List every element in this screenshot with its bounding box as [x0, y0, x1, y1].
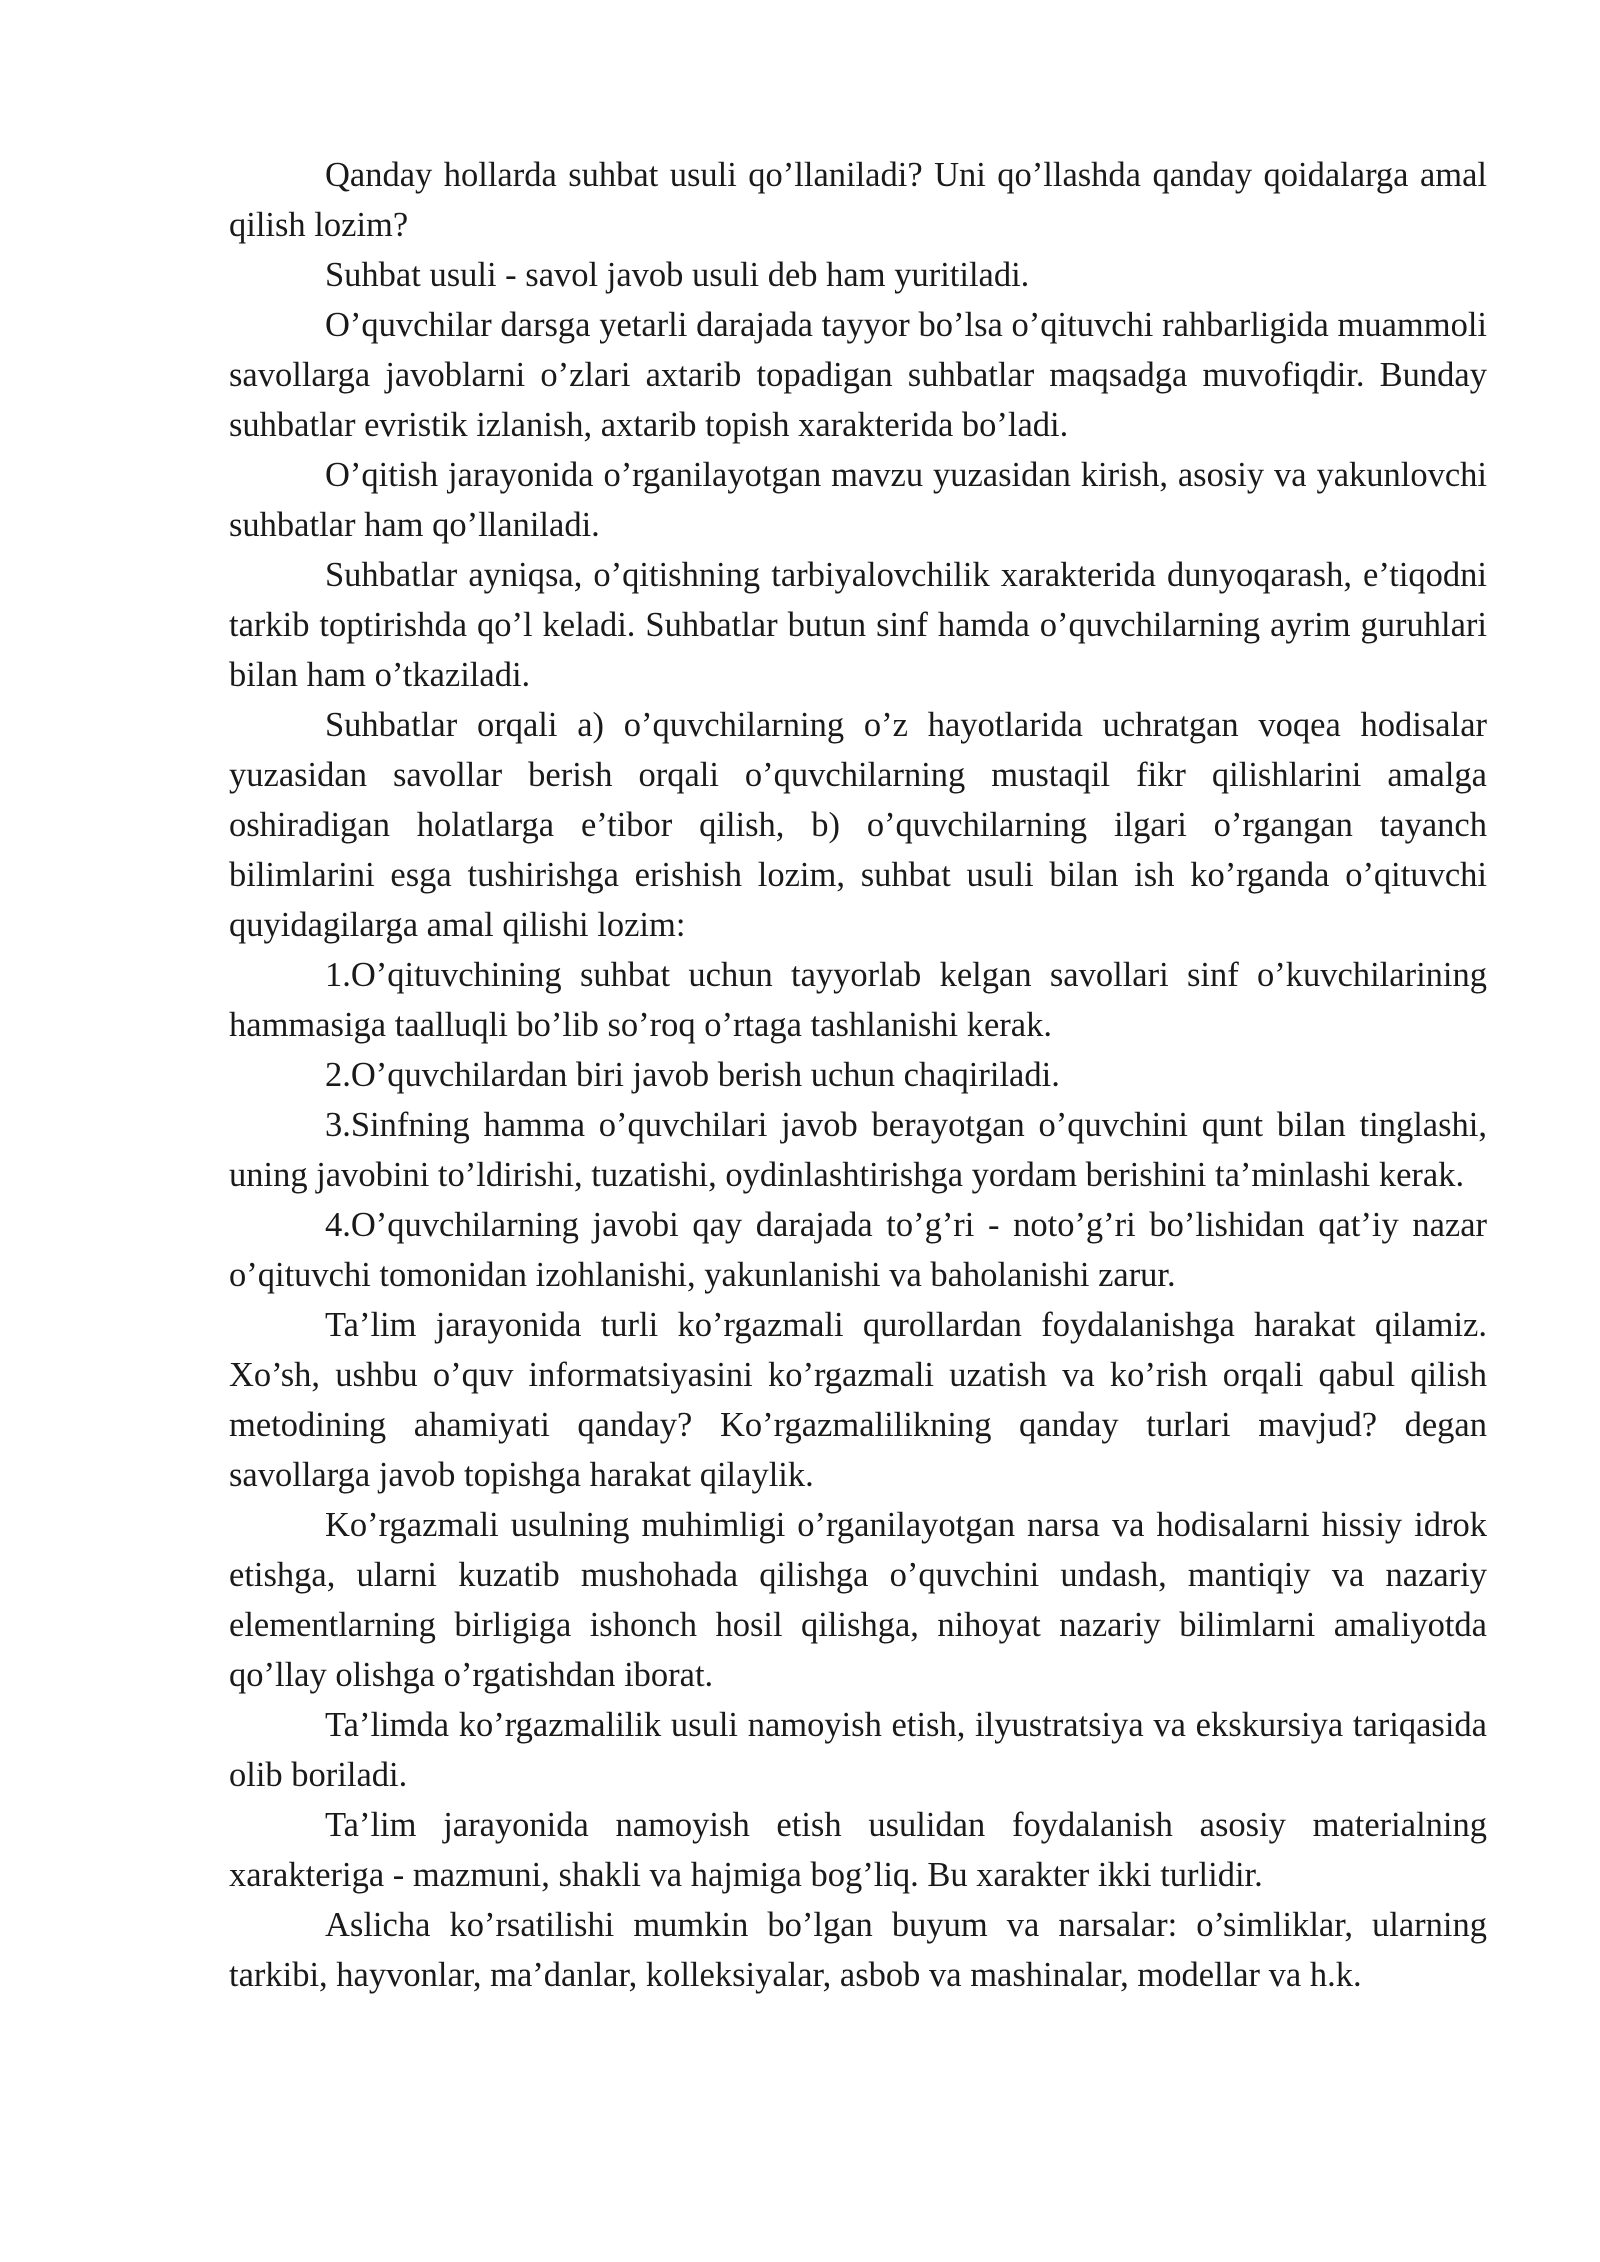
list-item-2: 2.O’quvchilardan biri javob berish uchun chaqiriladi.: [325, 1056, 1060, 1094]
paragraph-definition: Suhbat usuli - savol javob usuli deb ham yuritiladi.: [325, 256, 1030, 294]
document-page: [229, 150, 1487, 2000]
paragraph-rules-intro: Suhbatlar orqali a) o’quvchilarning o’z hayotlarida uchratgan voqea hodisalar yuzasidan savollar berish orqali o’quvchilarning mustaqil fikr qilishlarini amalga oshiradigan holatlarga e’tibor qilish, b) o’quvchilarning ilgari o’rgangan tayanch bilimlarini esga tushirishga erishish lozim, suhbat usuli bilan ish ko’rganda o’qituvchi quyidagilarga amal qilishi lozim:: [229, 706, 1487, 944]
paragraph-problem-questions: O’quvchilar darsga yetarli darajada tayyor bo’lsa o’qituvchi rahbarligida muammoli savollarga javoblarni o’zlari axtarib topadigan suhbatlar maqsadga muvofiqdir. Bunday suhbatlar evristik izlanish, axtarib topish xarakterida bo’ladi.: [229, 306, 1487, 444]
paragraph-visual-aids: Ta’lim jarayonida turli ko’rgazmali qurollardan foydalanishga harakat qilamiz. Xo’sh, ushbu o’quv informatsiyasini ko’rgazmali uzatish va ko’rish orqali qabul qilish metodining ahamiyati qanday? Ko’rgazmalilikning qanday turlari mavjud? degan savollarga javob topishga harakat qilaylik.: [229, 1306, 1487, 1494]
paragraph-visual-forms: Ta’limda ko’rgazmalilik usuli namoyish etish, ilyustratsiya va ekskursiya tariqasida olib boriladi.: [229, 1706, 1487, 1794]
paragraph-demonstration: Ta’lim jarayonida namoyish etish usulidan foydalanish asosiy materialning xarakteriga - mazmuni, shakli va hajmiga bog’liq. Bu xarakter ikki turlidir.: [229, 1806, 1487, 1894]
list-item-3: 3.Sinfning hamma o’quvchilari javob berayotgan o’quvchini qunt bilan tinglashi, uning javobini to’ldirishi, tuzatishi, oydinlashtirishga yordam berishini ta’minlashi kerak.: [229, 1106, 1487, 1194]
paragraph-visual-importance: Ko’rgazmali usulning muhimligi o’rganilayotgan narsa va hodisalarni hissiy idrok etishga, ularni kuzatib mushohada qilishga o’quvchini undash, mantiqiy va nazariy elementlarning birligiga ishonch hosil qilishga, nihoyat nazariy bilimlarni amaliyotda qo’llay olishga o’rgatishdan iborat.: [229, 1506, 1487, 1694]
paragraph-question: Qanday hollarda suhbat usuli qo’llaniladi? Uni qo’llashda qanday qoidalarga amal qilish lozim?: [229, 156, 1487, 244]
paragraph-objects: Aslicha ko’rsatilishi mumkin bo’lgan buyum va narsalar: o’simliklar, ularning tarkibi, hayvonlar, ma’danlar, kolleksiyalar, asbob va mashinalar, modellar va h.k.: [229, 1906, 1487, 1994]
paragraph-upbringing: Suhbatlar ayniqsa, o’qitishning tarbiyalovchilik xarakterida dunyoqarash, e’tiqodni tarkib toptirishda qo’l keladi. Suhbatlar butun sinf hamda o’quvchilarning ayrim guruhlari bilan ham o’tkaziladi.: [229, 556, 1487, 694]
paragraph-conversation-types: O’qitish jarayonida o’rganilayotgan mavzu yuzasidan kirish, asosiy va yakunlovchi suhbatlar ham qo’llaniladi.: [229, 456, 1487, 544]
list-item-1: 1.O’qituvchining suhbat uchun tayyorlab kelgan savollari sinf o’kuvchilarining hammasiga taalluqli bo’lib so’roq o’rtaga tashlanishi kerak.: [229, 956, 1487, 1044]
list-item-4: 4.O’quvchilarning javobi qay darajada to’g’ri - noto’g’ri bo’lishidan qat’iy nazar o’qituvchi tomonidan izohlanishi, yakunlanishi va baholanishi zarur.: [229, 1206, 1487, 1294]
